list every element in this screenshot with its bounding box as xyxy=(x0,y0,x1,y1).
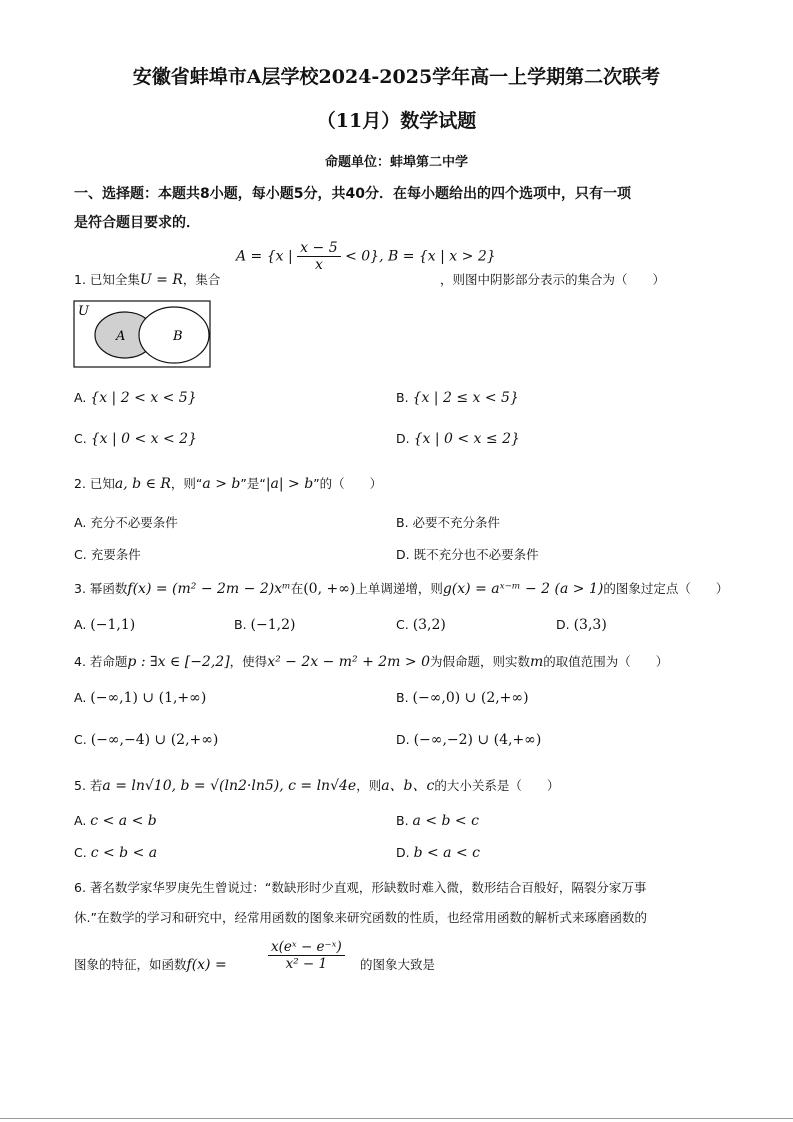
q1-option-a[interactable]: A. {x | 2 < x < 5} xyxy=(74,390,197,406)
q3-option-b[interactable]: B. (−1,2) xyxy=(234,617,296,633)
q1-option-c[interactable]: C. {x | 0 < x < 2} xyxy=(74,431,197,447)
q6-line3-post: 的图象大致是 xyxy=(360,957,436,972)
q4-option-a[interactable]: A. (−∞,1) ∪ (1,+∞) xyxy=(74,690,207,706)
q3-option-d[interactable]: D. (3,3) xyxy=(556,617,607,633)
author-unit: 命题单位：蚌埠第二中学 xyxy=(324,155,468,170)
q2-option-c[interactable]: C. 充要条件 xyxy=(74,547,141,562)
page-title: 安徽省蚌埠市A层学校2024-2025学年高一上学期第二次联考 xyxy=(132,66,661,88)
venn-label-B: B xyxy=(173,329,183,344)
q1-universe: U = R xyxy=(139,272,183,288)
q6-frac-num: x(eˣ − e⁻ˣ) xyxy=(268,939,345,956)
q1-setA-suffix: < 0} xyxy=(345,248,380,265)
q5-stem: 5. 若a = ln√10, b = √(ln2·ln5), c = ln√4e，则a、b、c的大小关系是（ ） xyxy=(74,778,560,794)
q1-option-d[interactable]: D. {x | 0 < x ≤ 2} xyxy=(396,431,520,447)
q1-post: ，则图中阴影部分表示的集合为（ ） xyxy=(440,272,666,287)
section-header-line2: 是符合题目要求的． xyxy=(74,215,200,231)
q3-option-c[interactable]: C. (3,2) xyxy=(396,617,446,633)
q2-stem: 2. 已知a, b ∈ R，则“a > b”是“|a| > b”的（ ） xyxy=(74,476,383,492)
q1-fraction xyxy=(297,240,340,273)
section-header-line1: 一、选择题：本题共8小题，每小题5分，共40分．在每小题给出的四个选项中，只有一项 xyxy=(74,186,631,202)
q1-setA-prefix: A = {x | xyxy=(236,248,293,265)
q6-line2: 休.”在数学的学习和研究中，经常用函数的图象来研究函数的性质，也经常用函数的解析式来琢磨函数的 xyxy=(74,910,647,925)
q1-frac-den: x xyxy=(314,257,323,273)
venn-label-U: U xyxy=(78,304,89,319)
q1-option-b[interactable]: B. {x | 2 ≤ x < 5} xyxy=(396,390,519,406)
q5-option-b[interactable]: B. a < b < c xyxy=(396,813,479,829)
venn-diagram xyxy=(73,300,213,370)
q6-frac-den: x² − 1 xyxy=(285,956,328,972)
q1-stem xyxy=(74,270,220,288)
page-subtitle: （11月）数学试题 xyxy=(316,110,477,132)
q3-option-a[interactable]: A. (−1,1) xyxy=(74,617,136,633)
q1-setB: , B = {x | x > 2} xyxy=(379,248,496,265)
page-bottom-rule xyxy=(0,1118,793,1119)
q1-set-definition xyxy=(236,240,496,273)
q6-line1: 6. 著名数学家华罗庚先生曾说过：“数缺形时少直观，形缺数时难入微，数形结合百般好，隔裂分家万事 xyxy=(74,880,647,895)
q3-stem: 3. 幂函数f(x) = (m² − 2m − 2)xᵐ在(0, +∞)上单调递增，则g(x) = aˣ⁻ᵐ − 2 (a > 1)的图象过定点（ ） xyxy=(74,581,729,597)
venn-label-A: A xyxy=(116,329,126,344)
q1-frac-num: x − 5 xyxy=(297,240,340,257)
q2-option-b[interactable]: B. 必要不充分条件 xyxy=(396,515,501,530)
q1-pre: 1. 已知全集 xyxy=(74,272,140,287)
q6-fraction xyxy=(268,939,345,972)
q4-option-c[interactable]: C. (−∞,−4) ∪ (2,+∞) xyxy=(74,732,219,748)
q5-option-a[interactable]: A. c < a < b xyxy=(74,813,157,829)
q5-option-c[interactable]: C. c < b < a xyxy=(74,845,158,861)
q4-option-d[interactable]: D. (−∞,−2) ∪ (4,+∞) xyxy=(396,732,542,748)
q5-option-d[interactable]: D. b < a < c xyxy=(396,845,481,861)
q4-stem: 4. 若命题p : ∃x ∈ [−2,2]，使得x² − 2x − m² + 2m > 0为假命题，则实数m的取值范围为（ ） xyxy=(74,654,669,670)
q1-mid: ，集合 xyxy=(182,272,221,287)
q2-option-d[interactable]: D. 既不充分也不必要条件 xyxy=(396,547,539,562)
q4-option-b[interactable]: B. (−∞,0) ∪ (2,+∞) xyxy=(396,690,529,706)
q2-option-a[interactable]: A. 充分不必要条件 xyxy=(74,515,178,530)
q6-line3: 图象的特征，如函数f(x) = xyxy=(74,957,227,973)
